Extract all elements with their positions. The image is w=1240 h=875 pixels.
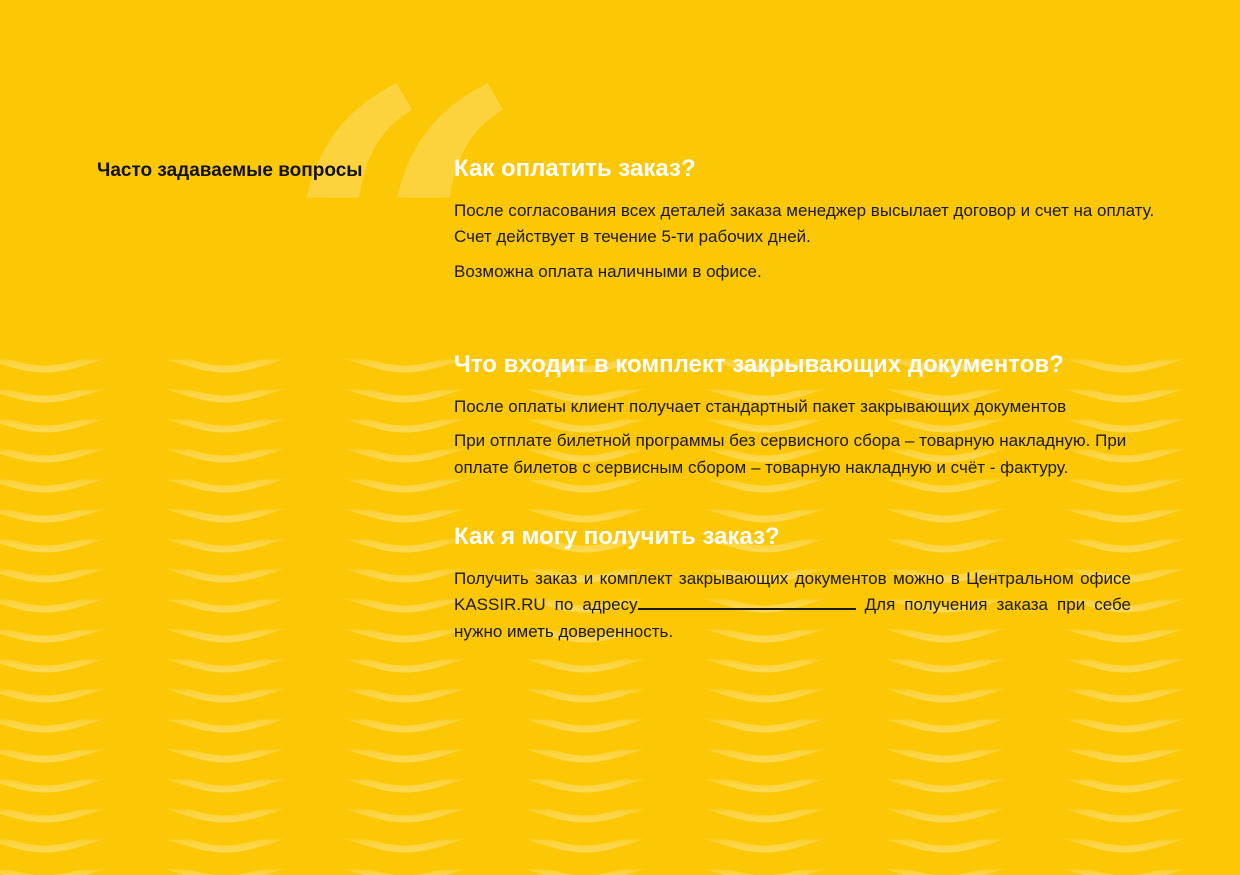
faq-question: Как оплатить заказ? [454, 155, 696, 182]
faq-item-order-pickup [454, 523, 1184, 653]
wave-line [0, 681, 1240, 699]
wave-line [0, 831, 1240, 849]
wave-line [0, 741, 1240, 759]
faq-question: Что входит в комплект закрывающих документов? [454, 351, 1064, 378]
faq-answer-paragraph: Возможна оплата наличными в офисе. [454, 261, 762, 281]
wave-line [0, 501, 1240, 519]
section-label: Часто задаваемые вопросы [97, 160, 363, 181]
faq-answer-paragraph [454, 566, 1131, 646]
answer-text-before-address: Получить заказ и комплект закрывающих документов можно в Центральном офисе KASSIR.RU по адресу [454, 568, 1131, 615]
quote-mark-icon: “ [290, 5, 521, 475]
wave-line [0, 651, 1240, 669]
faq-item-closing-documents [454, 351, 1184, 489]
wave-line [0, 801, 1240, 819]
answer-text-after-address: Для получения заказа при себе нужно иметь доверенность. [454, 595, 1131, 641]
faq-question: Как я могу получить заказ? [454, 523, 780, 550]
wave-line [0, 861, 1240, 875]
wave-line [0, 711, 1240, 729]
wave-line [0, 771, 1240, 789]
address-blank-line [638, 594, 856, 610]
faq-item-payment [454, 155, 1184, 293]
faq-answer-paragraph: После оплаты клиент получает стандартный пакет закрывающих документов [454, 396, 1067, 416]
faq-answer-paragraph: После согласования всех деталей заказа менеджер высылает договор и счет на оплату. Счет действует в течение 5-ти рабочих дней. [454, 200, 1155, 247]
faq-answer-paragraph: При отплате билетной программы без сервисного сбора – товарную накладную. При оплате билетов с сервисным сбором – товарную накладную и счёт - фактуру. [454, 431, 1127, 477]
